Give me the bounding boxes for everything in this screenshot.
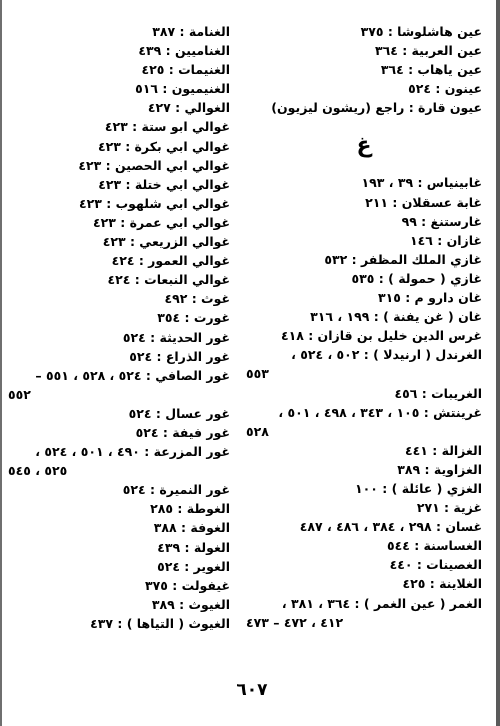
page-number: ٦٠٧: [236, 680, 268, 700]
index-entry: غوالي ابي عمرة : ٤٢٣: [93, 214, 230, 230]
index-column-right: [246, 22, 482, 632]
index-entry: غوالي العمور : ٤٢٤: [111, 253, 230, 269]
index-entry: الغرندل ( ارنيدلا ) : ٥٠٢ ، ٥٢٤ ،: [291, 347, 482, 363]
index-entry: غان دارو م : ٣١٥: [377, 290, 482, 306]
index-entry: غوالي ابو ستة : ٤٢٣: [104, 119, 230, 135]
index-entry: غارستنغ : ٩٩: [401, 213, 482, 229]
index-entry-continuation: ٤١٢ ، ٤٧٢ – ٤٧٣: [246, 614, 344, 630]
index-entry: عيون قارة : راجع (ريشون ليزيون): [271, 100, 482, 116]
index-entry: غسان : ٢٩٨ ، ٣٨٤ ، ٤٨٦ ، ٤٨٧: [299, 519, 482, 535]
section-letter-heading: غ: [356, 133, 372, 159]
index-entry: غازان : ١٤٦: [410, 232, 482, 248]
index-entry: غور النميرة : ٥٢٤: [122, 482, 230, 498]
index-entry: غوالي ابي بكرة : ٤٢٣: [97, 138, 230, 154]
index-entry: الغصينات : ٤٤٠: [389, 557, 482, 573]
right-bottom-entries: [246, 173, 482, 631]
index-entry: غور الصافي : ٥٢٤ ، ٥٢٨ ، ٥٥١ –: [35, 367, 230, 383]
index-entry: غوث : ٤٩٢: [164, 291, 230, 307]
index-entry: الغنيميون : ٥١٦: [135, 81, 230, 97]
index-entry: غرينتش : ١٠٥ ، ٣٤٣ ، ٤٩٨ ، ٥٠١ ،: [278, 404, 482, 420]
index-entry: غيفولت : ٣٧٥: [145, 577, 230, 593]
right-top-entries: [246, 22, 482, 117]
index-entry: غوالي ابي الحصين : ٤٢٣: [78, 157, 230, 173]
index-entry: غور الذراع : ٥٢٤: [129, 348, 230, 364]
index-entry: عين ياهاب : ٣٦٤: [380, 62, 482, 78]
index-entry: عينون : ٥٢٤: [408, 81, 482, 97]
index-entry: غورت : ٣٥٤: [157, 310, 230, 326]
index-entry-continuation: ٥٢٨: [246, 423, 269, 439]
index-entry: غابة عسقلان : ٢١١: [365, 194, 482, 210]
index-entry: الغوير : ٥٢٤: [157, 558, 230, 574]
index-entry: غرس الدين خليل بن قازان : ٤١٨: [280, 328, 482, 344]
index-entry: الغنامة : ٣٨٧: [152, 24, 230, 39]
index-entry: غوالي النبعات : ٤٢٤: [107, 272, 230, 288]
index-entry: الغيوث ( التياها ) : ٤٣٧: [90, 615, 230, 631]
index-entry: غوالي ابي ختلة : ٤٢٣: [98, 176, 230, 192]
index-entry: الغنيمات : ٤٢٥: [141, 62, 230, 78]
index-entry: غور المزرعة : ٤٩٠ ، ٥٠١ ، ٥٢٤ ،: [35, 444, 230, 460]
index-entry: الغوطة : ٢٨٥: [150, 501, 230, 517]
index-entry: الغوفة : ٣٨٨: [153, 520, 230, 536]
index-entry-continuation: ٥٢٥ ، ٥٤٥: [8, 463, 68, 479]
index-entry: غور عسال : ٥٢٤: [128, 405, 230, 421]
index-entry: غوالي الزريعي : ٤٢٣: [102, 234, 230, 250]
index-entry: الغوالي : ٤٢٧: [147, 100, 230, 116]
index-entry: غوالي ابي شلهوب : ٤٢٣: [79, 195, 230, 211]
index-entry: الغساسنة : ٥٤٤: [386, 538, 482, 554]
index-entry: الغيوث : ٣٨٩: [151, 596, 230, 612]
index-entry-continuation: ٥٥٢: [8, 386, 31, 402]
index-column-left: [8, 22, 230, 633]
index-entry: غازي الملك المظفر : ٥٣٢: [324, 251, 482, 267]
index-entry: الغزالة : ٤٤١: [405, 442, 482, 458]
index-entry: الغزاوية : ٣٨٩: [397, 461, 482, 477]
index-entry: غور فيفة : ٥٢٤: [135, 424, 230, 440]
index-entry: غازي ( حمولة ) : ٥٣٥: [351, 270, 482, 286]
index-entry: غابينياس : ٣٩ ، ١٩٣: [361, 175, 482, 191]
index-entry: الغريبات : ٤٥٦: [394, 385, 482, 401]
index-entry: الغلاينة : ٤٢٥: [402, 576, 482, 592]
index-entry: غور الحديثة : ٥٢٤: [122, 329, 230, 345]
index-entry: غزية : ٢٧١: [416, 500, 482, 516]
index-entry: عين هاشلوشا : ٣٧٥: [360, 24, 482, 39]
index-entry: عين العربية : ٣٦٤: [374, 43, 482, 59]
index-entry: الغناميين : ٤٣٩: [138, 43, 230, 59]
index-entry: الغمر ( عين الغمر ) : ٣٦٤ ، ٣٨١ ،: [281, 595, 482, 611]
index-entry-continuation: ٥٥٣: [246, 366, 269, 382]
index-entry: الغزي ( عائلة ) : ١٠٠: [355, 480, 482, 496]
index-entry: الغولة : ٤٣٩: [157, 539, 230, 555]
index-entry: غان ( غن يفنة ) : ١٩٩ ، ٣١٦: [310, 309, 482, 325]
